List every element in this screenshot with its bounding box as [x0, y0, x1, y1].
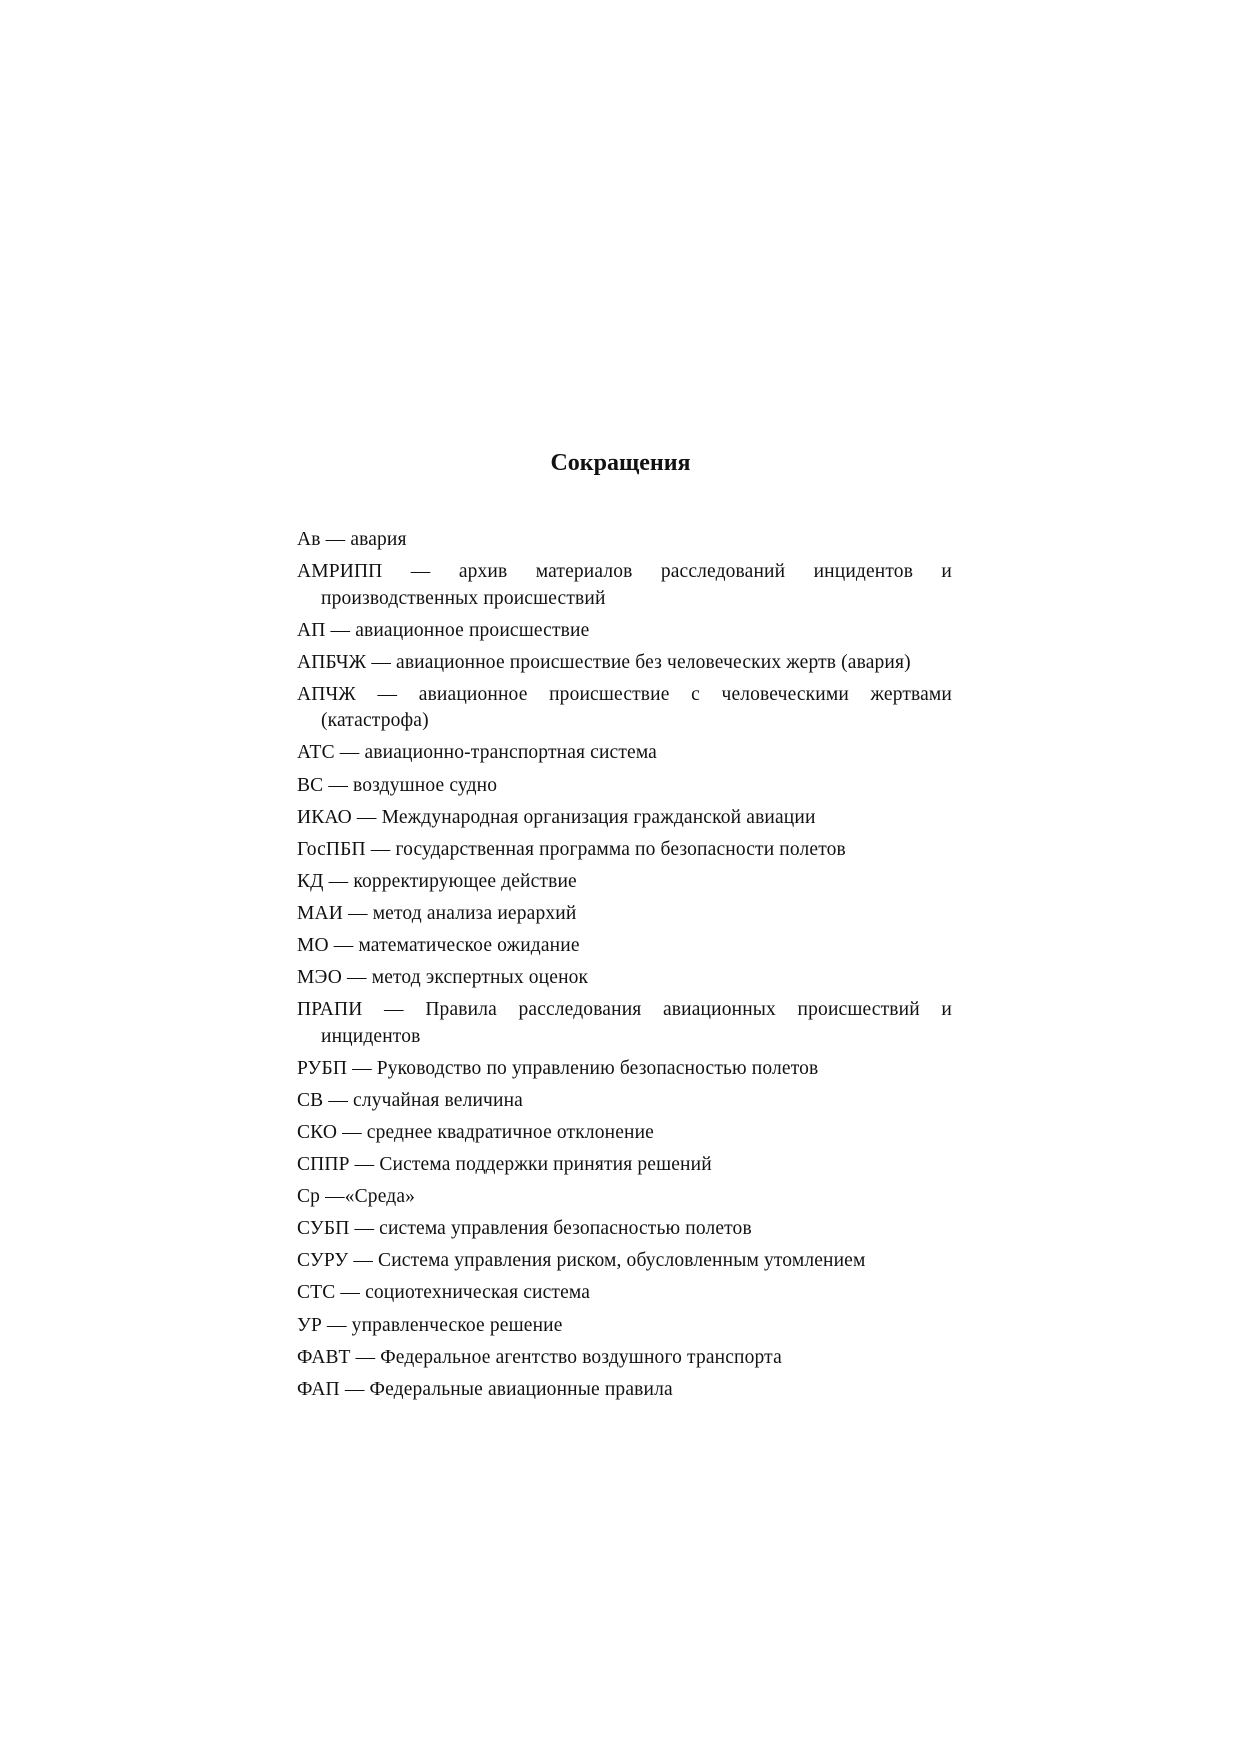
abbreviation-entry — [297, 1120, 952, 1147]
abbreviation-entry — [297, 559, 952, 612]
abbreviation-entry — [297, 1377, 952, 1404]
abbreviation-entry — [297, 527, 952, 554]
em-dash: — — [377, 683, 398, 705]
abbreviation-meaning: Система поддержки принятия решений — [379, 1154, 712, 1176]
em-dash: — — [325, 529, 346, 550]
em-dash: — — [371, 651, 391, 673]
abbreviation-entry — [297, 618, 952, 645]
abbreviation-meaning: управленческое решение — [351, 1314, 563, 1336]
abbreviation-entry — [297, 869, 952, 896]
em-dash: — — [410, 561, 431, 583]
abbreviation-entry — [297, 1184, 952, 1211]
em-dash: — — [354, 1154, 375, 1176]
abbreviation-meaning: авиационно-транспортная система — [364, 742, 657, 764]
abbreviation-meaning: авария — [350, 529, 407, 550]
abbreviation-entry — [297, 965, 952, 992]
em-dash: — — [352, 1057, 372, 1079]
abbreviation-meaning: Федеральное агентство воздушного транспорта — [380, 1346, 782, 1368]
abbreviation-list — [297, 527, 952, 1409]
abbreviation-meaning: авиационное происшествие — [355, 619, 590, 641]
abbreviation-term: СППР — [297, 1154, 350, 1176]
abbreviation-entry — [297, 1248, 952, 1275]
abbreviation-term: ГосПБП — [297, 838, 366, 860]
em-dash: — — [354, 1218, 375, 1240]
page-title: Сокращения — [550, 450, 691, 476]
abbreviation-entry — [297, 805, 952, 832]
abbreviation-meaning: Федеральные авиационные правила — [369, 1378, 673, 1400]
em-dash: — — [353, 1250, 374, 1272]
abbreviation-meaning: Руководство по управлению безопасностью полетов — [376, 1057, 819, 1079]
abbreviation-term: Ср — [297, 1186, 321, 1208]
abbreviation-entry — [297, 933, 952, 960]
abbreviation-term: КД — [297, 870, 324, 892]
abbreviation-entry — [297, 773, 952, 800]
abbreviation-entry — [297, 1056, 952, 1083]
abbreviation-entry — [297, 650, 952, 677]
em-dash: — — [333, 935, 354, 957]
abbreviation-entry — [297, 1313, 952, 1340]
abbreviation-meaning: социотехническая система — [365, 1282, 591, 1304]
abbreviation-meaning: Система управления риском, обусловленным утомлением — [378, 1250, 866, 1272]
abbreviation-term: Ав — [297, 529, 321, 550]
em-dash: — — [340, 1282, 361, 1304]
abbreviation-entry — [297, 1088, 952, 1115]
abbreviation-entry — [297, 682, 952, 735]
abbreviation-entry — [297, 997, 952, 1050]
abbreviation-term: АТС — [297, 742, 335, 764]
abbreviation-term: ФАП — [297, 1378, 340, 1400]
em-dash: — — [370, 838, 391, 860]
abbreviation-meaning: авиационное происшествие без человеческих жертв (авария) — [396, 651, 911, 673]
em-dash: — — [344, 1378, 365, 1400]
abbreviation-meaning: метод анализа иерархий — [372, 902, 577, 924]
abbreviation-term: СУБП — [297, 1218, 350, 1240]
abbreviation-term: ПРАПИ — [297, 999, 363, 1021]
abbreviation-meaning: «Среда» — [344, 1186, 416, 1208]
abbreviation-term: ФАВТ — [297, 1346, 351, 1368]
em-dash: — — [347, 967, 367, 989]
abbreviation-entry — [297, 1280, 952, 1307]
abbreviation-term: СУРУ — [297, 1250, 349, 1272]
em-dash: — — [325, 1186, 345, 1208]
abbreviation-term: СКО — [297, 1122, 338, 1143]
em-dash: — — [330, 619, 351, 641]
abbreviation-meaning: Правила расследования авиационных происшествий и инцидентов — [321, 999, 952, 1047]
abbreviation-meaning: корректирующее действие — [353, 870, 577, 892]
abbreviation-term: МО — [297, 935, 329, 957]
abbreviation-meaning: Международная организация гражданской авиации — [381, 806, 816, 828]
abbreviation-term: АП — [297, 619, 326, 641]
abbreviation-meaning: среднее квадратичное отклонение — [366, 1122, 654, 1143]
em-dash: — — [328, 870, 349, 892]
em-dash: — — [328, 1089, 349, 1111]
em-dash: — — [326, 1314, 347, 1336]
abbreviation-meaning: метод экспертных оценок — [371, 967, 589, 989]
em-dash: — — [356, 806, 377, 828]
abbreviation-entry — [297, 1345, 952, 1372]
abbreviation-meaning: случайная величина — [353, 1089, 523, 1111]
abbreviation-meaning: система управления безопасностью полетов — [379, 1218, 752, 1240]
abbreviation-term: ВС — [297, 774, 324, 796]
abbreviation-meaning: воздушное судно — [353, 774, 498, 796]
em-dash: — — [355, 1346, 376, 1368]
abbreviation-entry — [297, 740, 952, 767]
abbreviation-term: ИКАО — [297, 806, 352, 828]
abbreviation-meaning: математическое ожидание — [358, 935, 580, 957]
abbreviation-term: АМРИПП — [297, 561, 383, 583]
abbreviation-term: АПБЧЖ — [297, 651, 367, 673]
em-dash: — — [328, 774, 349, 796]
abbreviation-entry — [297, 837, 952, 864]
abbreviation-term: СВ — [297, 1089, 324, 1111]
abbreviation-entry — [297, 1152, 952, 1179]
em-dash: — — [339, 742, 360, 764]
abbreviation-term: АПЧЖ — [297, 683, 356, 705]
abbreviation-entry — [297, 901, 952, 928]
abbreviation-term: МАИ — [297, 902, 343, 924]
abbreviation-term: СТС — [297, 1282, 336, 1304]
abbreviation-meaning: государственная программа по безопасности полетов — [395, 838, 846, 860]
abbreviation-term: МЭО — [297, 967, 342, 989]
em-dash: — — [348, 902, 368, 924]
em-dash: — — [384, 999, 404, 1021]
abbreviation-meaning: авиационное происшествие с человеческими жертвами (катастрофа) — [321, 683, 953, 732]
em-dash: — — [342, 1122, 362, 1143]
abbreviation-meaning: архив материалов расследований инцидентов и производственных происшествий — [321, 561, 953, 609]
abbreviation-term: УР — [297, 1314, 322, 1336]
abbreviation-term: РУБП — [297, 1057, 348, 1079]
abbreviation-entry — [297, 1216, 952, 1243]
